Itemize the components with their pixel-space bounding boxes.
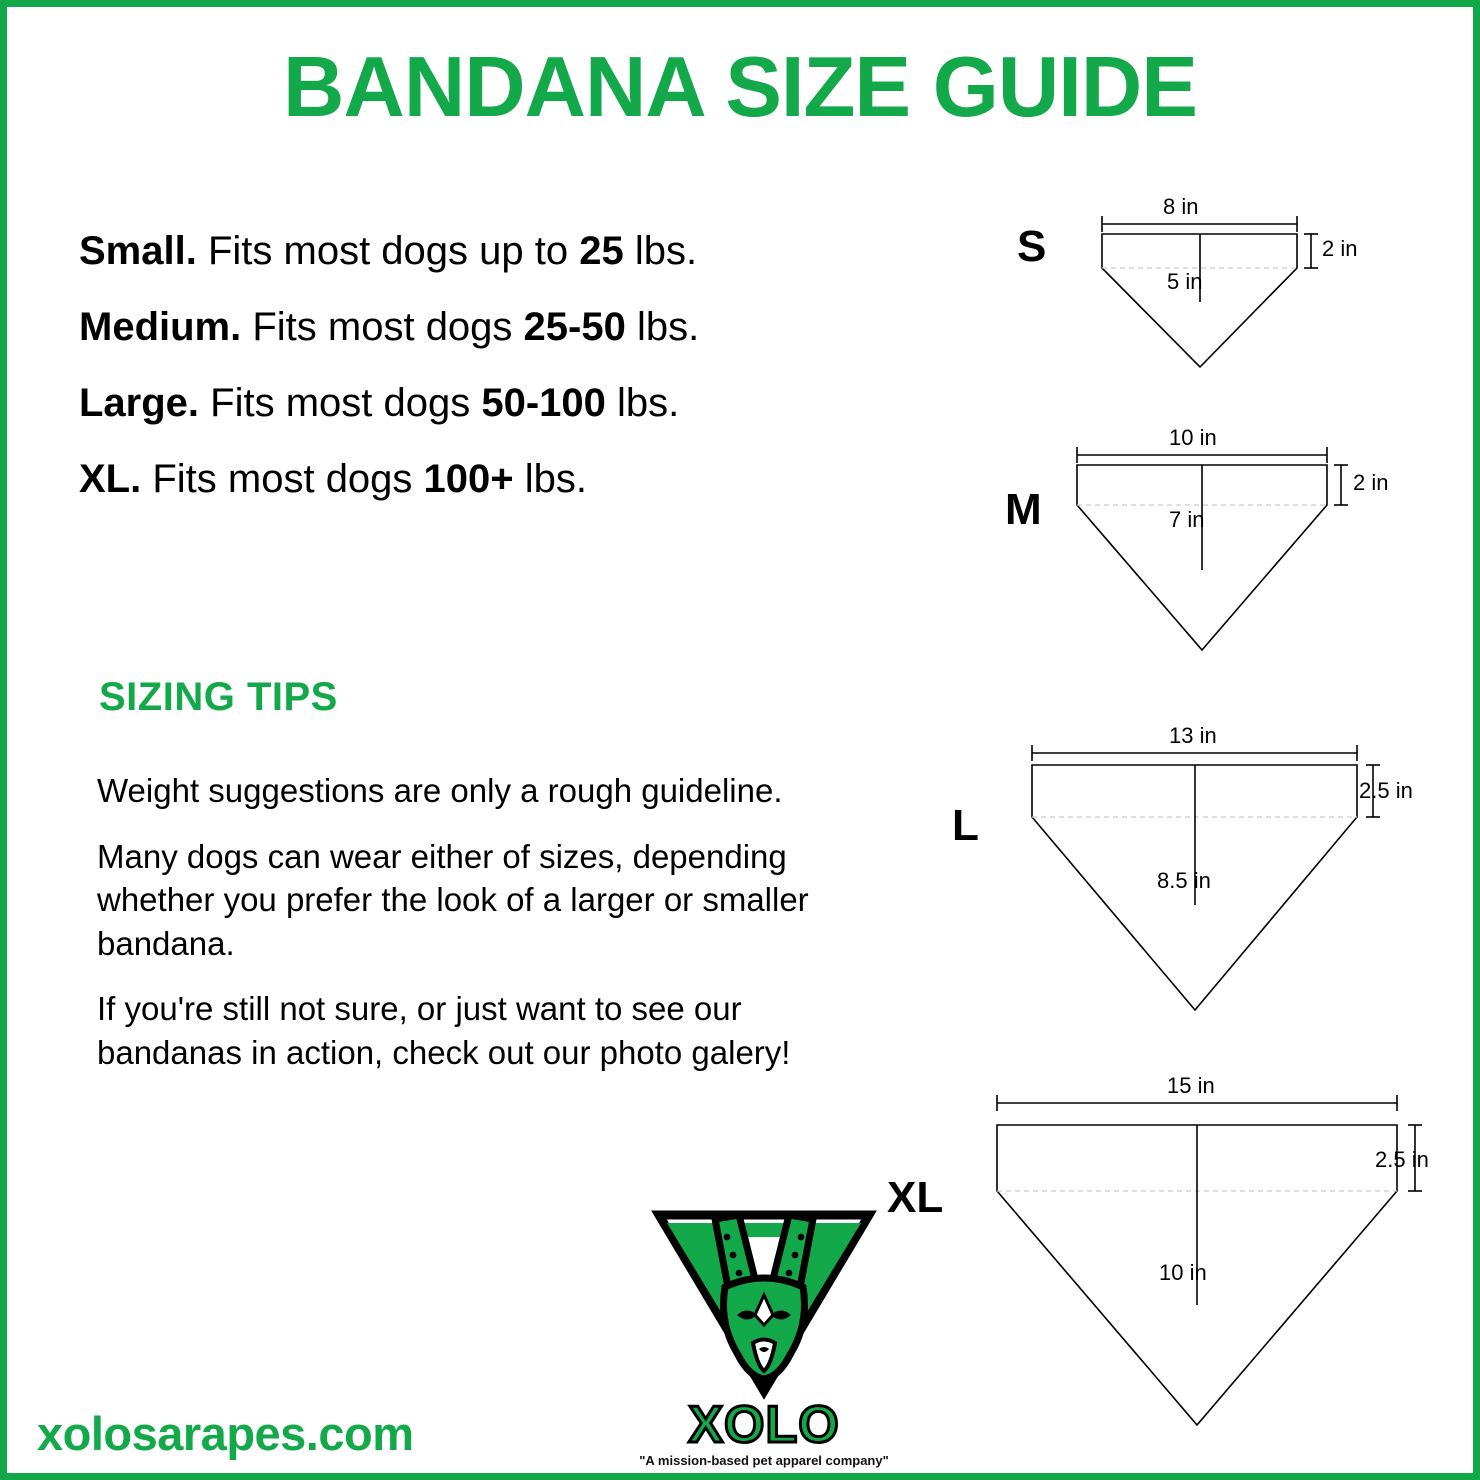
bandana-diagram-xl [867, 1075, 1427, 1445]
tip-paragraph: If you're still not sure, or just want to see our bandanas in action, check out our photo galery! [97, 990, 791, 1071]
website-url: xolosarapes.com [37, 1407, 414, 1460]
diagram-label-m: M [1005, 485, 1042, 534]
size-text-after: lbs. [623, 229, 698, 273]
logo-tagline: "A mission-based pet apparel company" [639, 1453, 889, 1468]
dim-band-m: 2 in [1353, 470, 1389, 495]
size-text-before: Fits most dogs [241, 305, 524, 349]
dim-band-s: 2 in [1322, 236, 1358, 261]
dim-drop-s: 5 in [1167, 269, 1203, 294]
bandana-diagram-s [967, 192, 1407, 392]
xolo-dog-mark [619, 1203, 909, 1403]
logo-wordmark: XOLO [688, 1396, 840, 1454]
tip-paragraph: Many dogs can wear either of sizes, depending whether you prefer the look of a larger or smaller bandana. [97, 837, 809, 962]
tip-paragraph: Weight suggestions are only a rough guideline. [97, 772, 783, 809]
dim-drop-m: 7 in [1169, 507, 1205, 532]
diagram-label-l: L [952, 801, 979, 850]
dim-width-m: 10 in [1169, 425, 1217, 450]
size-text-after: lbs. [513, 457, 588, 501]
size-text-after: lbs. [625, 305, 700, 349]
diagram-label-s: S [1017, 222, 1047, 271]
bandana-diagram-m [947, 425, 1407, 665]
sizing-tips-heading: SIZING TIPS [99, 675, 338, 719]
dim-drop-xl: 10 in [1159, 1260, 1207, 1285]
size-name: Medium. [79, 305, 242, 349]
size-name: XL. [79, 457, 142, 501]
diagram-label-xl: XL [887, 1173, 944, 1222]
dim-width-l: 13 in [1169, 723, 1217, 748]
list-item [79, 381, 879, 425]
xolo-logo [619, 1203, 909, 1473]
size-text-before: Fits most dogs up to [196, 229, 580, 273]
size-text-after: lbs. [605, 381, 680, 425]
list-item [79, 305, 879, 349]
bandana-diagram-l [907, 725, 1427, 1025]
sizing-tips-body [97, 769, 857, 1096]
size-list [79, 229, 879, 533]
size-text-before: Fits most dogs [199, 381, 482, 425]
size-weight: 50-100 [481, 381, 606, 425]
dim-width-s: 8 in [1163, 194, 1199, 219]
list-item [79, 457, 879, 501]
dim-width-xl: 15 in [1167, 1073, 1215, 1098]
dim-band-xl: 2.5 in [1375, 1147, 1429, 1172]
size-weight: 25 [579, 229, 624, 273]
dim-band-l: 2.5 in [1359, 778, 1413, 803]
size-weight: 100+ [423, 457, 514, 501]
page-title: BANDANA SIZE GUIDE [283, 40, 1197, 135]
size-name: Small. [79, 229, 197, 273]
size-text-before: Fits most dogs [141, 457, 424, 501]
list-item [79, 229, 879, 273]
size-weight: 25-50 [523, 305, 626, 349]
dim-drop-l: 8.5 in [1157, 868, 1211, 893]
size-name: Large. [79, 381, 200, 425]
